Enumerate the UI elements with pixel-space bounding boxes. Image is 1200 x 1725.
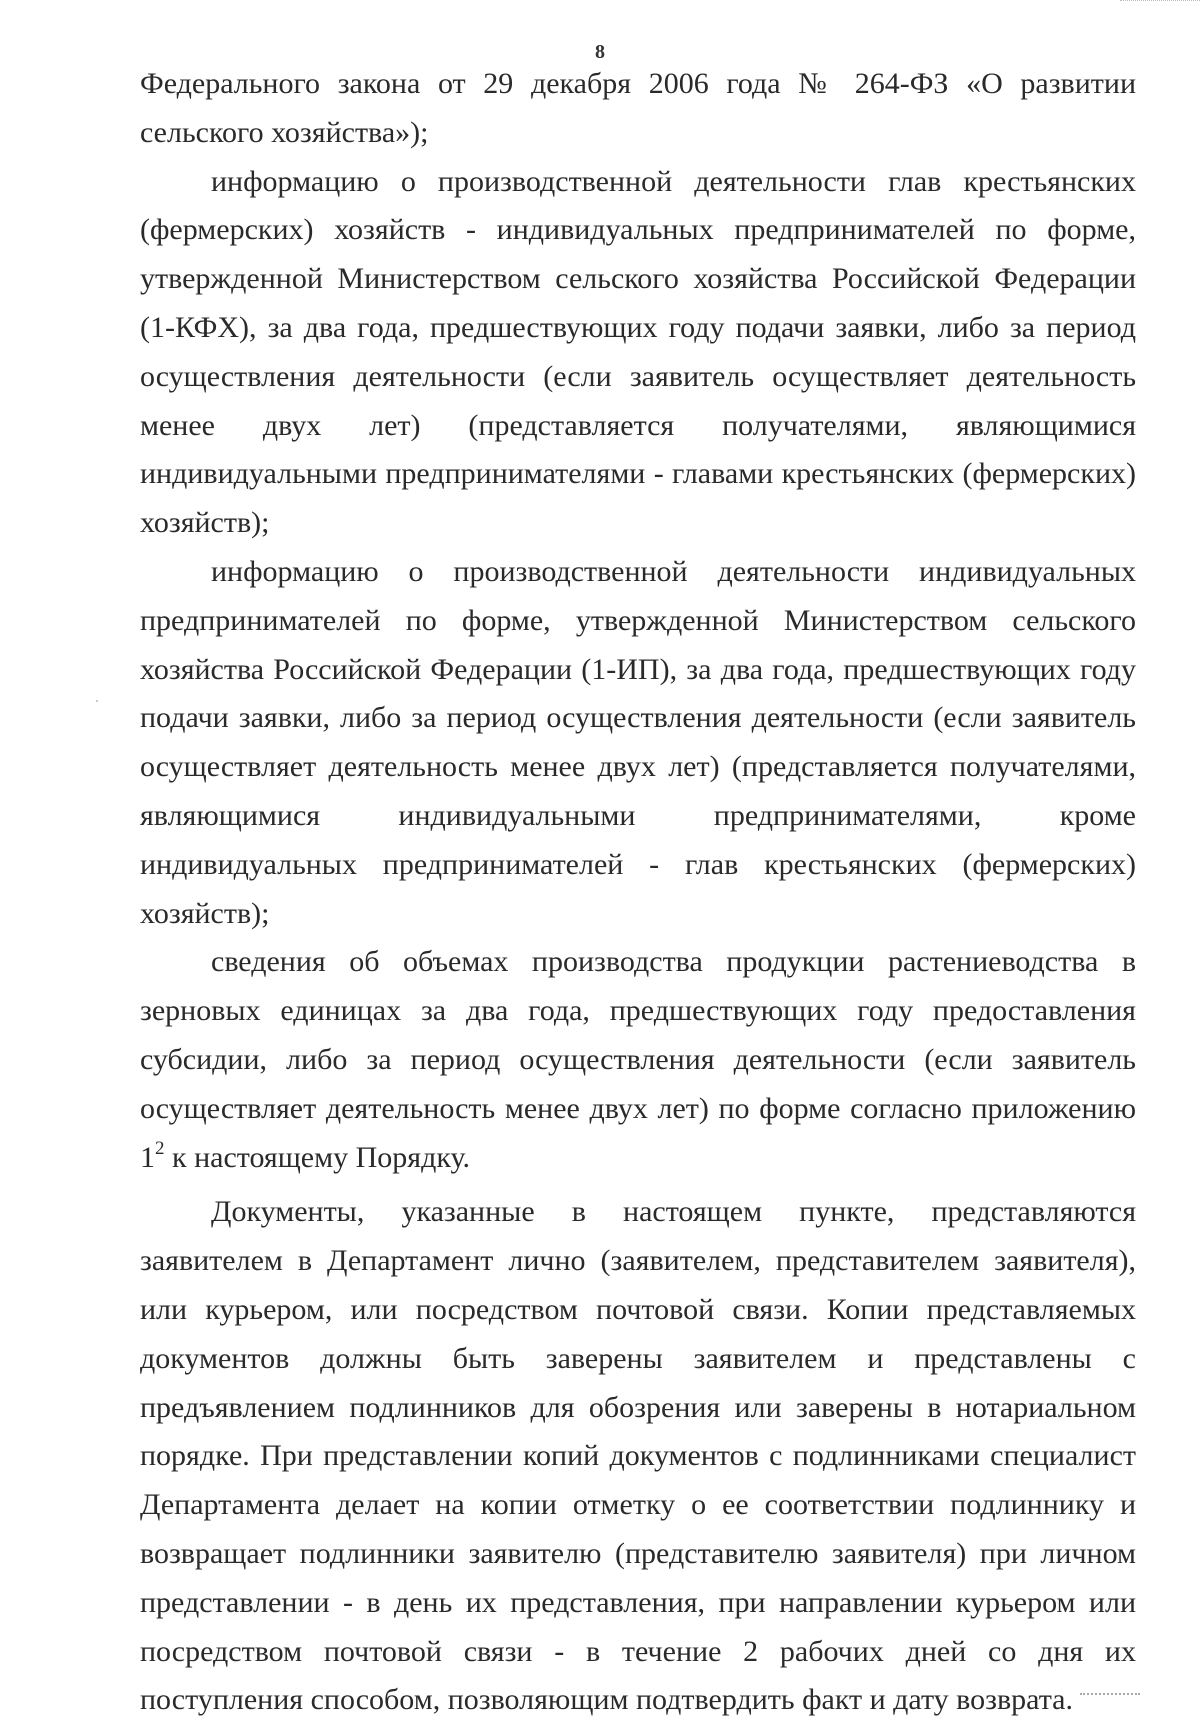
paragraph-law-reference: Федерального закона от 29 декабря 2006 года № 264-ФЗ «О развитии сельского хозяйства»); <box>140 67 1136 149</box>
paragraph-crop-production <box>140 938 1136 1182</box>
paragraph-crop-production-text: сведения об объемах производства продукции растениеводства в зерновых единицах за два года, предшествующих году предоставления субсидии, либо за период осуществления деятельности (если заявитель осуществляет деятельность менее двух лет) по форме согласно приложению 1 <box>140 945 1136 1174</box>
scan-speck <box>96 700 98 702</box>
scan-mark-top <box>1120 0 1200 7</box>
paragraph-crop-production-tail: к настоящему Порядку. <box>164 1140 470 1174</box>
document-body <box>140 60 1136 1725</box>
appendix-superscript: 2 <box>155 1137 165 1159</box>
paragraph-ip-info: информацию о производственной деятельности индивидуальных предпринимателей по форме, утвержденной Министерством сельского хозяйства Российской Федерации (1-ИП), за два года, предшествующих году подачи заявки, либо за период осуществления деятельности (если заявитель осуществляет деятельность менее двух лет) (представляется получателями, являющимися индивидуальными предпринимателями, кроме индивидуальных предпринимателей - глав крестьянских (фермерских) хозяйств); <box>140 554 1136 930</box>
paragraph-kfh-info: информацию о производственной деятельности глав крестьянских (фермерских) хозяйств - индивидуальных предпринимателей по форме, утвержденной Министерством сельского хозяйства Российской Федерации (1-КФХ), за два года, предшествующих году подачи заявки, либо за период осуществления деятельности (если заявитель осуществляет деятельность менее двух лет) (представляется получателями, являющимися индивидуальными предпринимателями - главами крестьянских (фермерских) хозяйств); <box>140 164 1136 540</box>
page-number: 8 <box>595 41 605 63</box>
scan-mark-bottom <box>1080 1687 1140 1695</box>
paragraph-documents-submission: Документы, указанные в настоящем пункте, представляются заявителем в Департамент лично (заявителем, представителем заявителя), или курьером, или посредством почтовой связи. Копии представляемых документов должны быть заверены заявителем и представлены с предъявлением подлинников для обозрения или заверены в нотариальном порядке. При представлении копий документов с подлинниками специалист Департамента делает на копии отметку о ее соответствии подлиннику и возвращает подлинники заявителю (представителю заявителя) при личном представлении - в день их представления, при направлении курьером или посредством почтовой связи - в течение 2 рабочих дней со дня их поступления способом, позволяющим подтвердить факт и дату возврата. <box>140 1195 1136 1717</box>
